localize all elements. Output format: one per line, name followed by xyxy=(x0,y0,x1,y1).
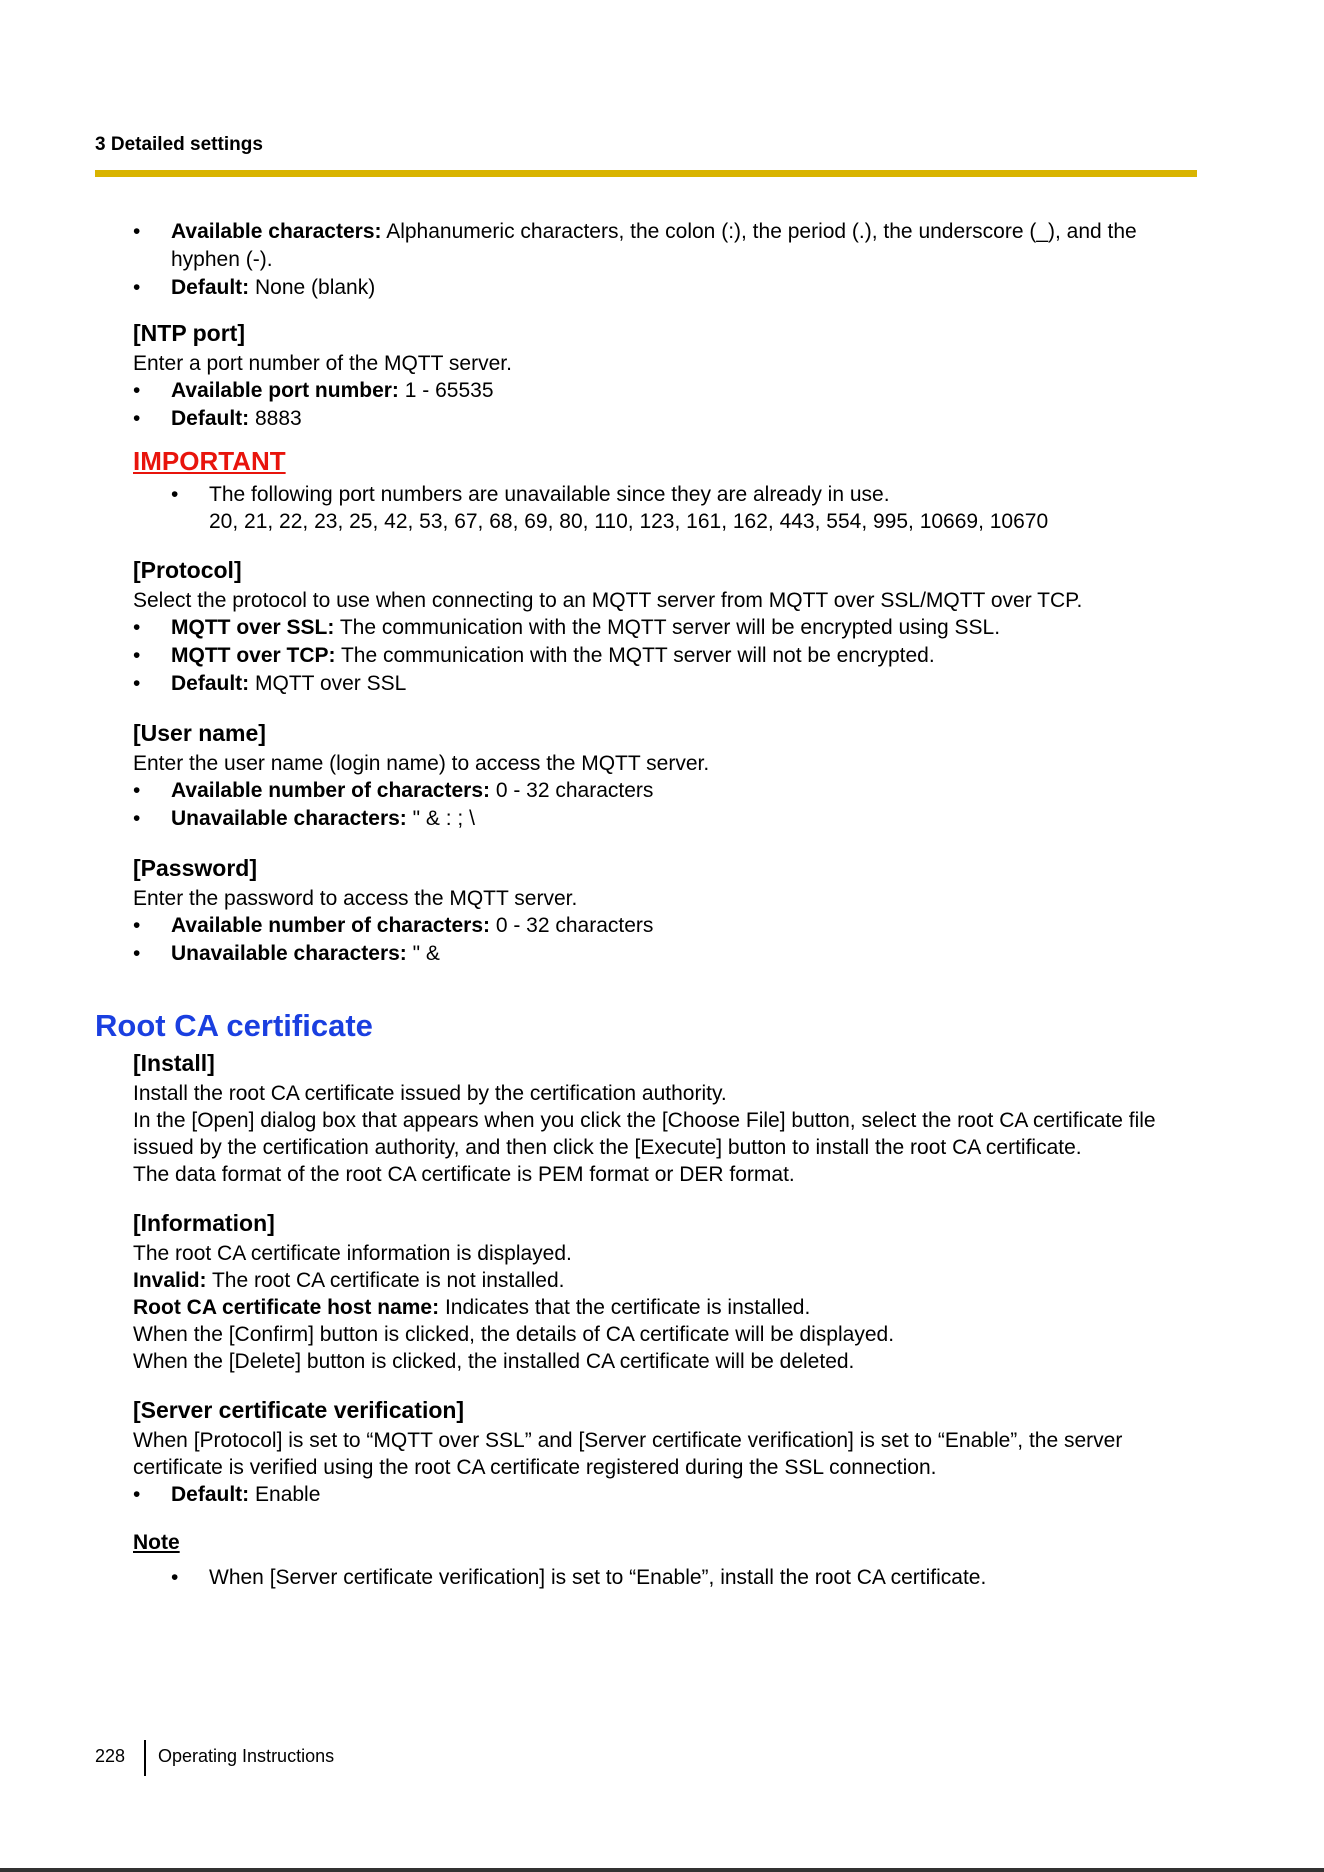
information-host: Root CA certificate host name: Indicates that the certificate is installed. xyxy=(133,1296,811,1319)
list-item: • Default: None (blank) xyxy=(133,276,376,299)
install-line: In the [Open] dialog box that appears when you click the [Choose File] button, select the root CA certificate file issued by the certification authority, and then click the [Execute] button to install the root CA certificate. xyxy=(133,1109,1156,1159)
protocol-heading: [Protocol] xyxy=(133,557,242,583)
page-header-section: 3 Detailed settings xyxy=(95,134,263,155)
list-item: • Unavailable characters: " & : ; \ xyxy=(133,807,475,830)
list-item: • Available number of characters: 0 - 32 characters xyxy=(133,779,654,802)
list-item: • Available number of characters: 0 - 32 characters xyxy=(133,914,654,937)
install-heading: [Install] xyxy=(133,1050,215,1076)
list-item: • Available port number: 1 - 65535 xyxy=(133,379,494,402)
ntp-port-heading: [NTP port] xyxy=(133,320,246,346)
footer-divider xyxy=(144,1740,146,1776)
important-title: IMPORTANT xyxy=(133,446,286,476)
list-item: • Default: 8883 xyxy=(133,407,302,430)
list-item: • Available characters: Alphanumeric characters, the colon (:), the period (.), the underscore (_), and the hyphen (-). xyxy=(133,220,1137,271)
header-rule xyxy=(95,170,1197,177)
information-line: The root CA certificate information is displayed. xyxy=(133,1242,572,1265)
note-title: Note xyxy=(133,1531,180,1554)
information-heading: [Information] xyxy=(133,1210,275,1236)
note-item: • When [Server certificate verification] is set to “Enable”, install the root CA certificate. xyxy=(171,1566,987,1589)
list-item: • Unavailable characters: " & xyxy=(133,942,440,965)
password-heading: [Password] xyxy=(133,855,257,881)
verification-desc: When [Protocol] is set to “MQTT over SSL” and [Server certificate verification] is set to “Enable”, the server certificate is verified using the root CA certificate registered during the SSL connection. xyxy=(133,1429,1123,1479)
information-invalid: Invalid: The root CA certificate is not installed. xyxy=(133,1269,565,1292)
list-item: • MQTT over TCP: The communication with the MQTT server will not be encrypted. xyxy=(133,644,935,667)
list-item: • Default: MQTT over SSL xyxy=(133,672,407,695)
list-item: • Default: Enable xyxy=(133,1483,321,1506)
install-line: The data format of the root CA certificate is PEM format or DER format. xyxy=(133,1163,795,1186)
verification-heading: [Server certificate verification] xyxy=(133,1397,465,1423)
protocol-desc: Select the protocol to use when connecting to an MQTT server from MQTT over SSL/MQTT over TCP. xyxy=(133,589,1083,612)
ntp-port-desc: Enter a port number of the MQTT server. xyxy=(133,352,512,375)
page-number: 228 xyxy=(95,1746,126,1766)
footer-doc-title: Operating Instructions xyxy=(158,1746,335,1766)
information-line: When the [Delete] button is clicked, the installed CA certificate will be deleted. xyxy=(133,1350,855,1373)
list-item: • MQTT over SSL: The communication with the MQTT server will be encrypted using SSL. xyxy=(133,616,1001,639)
root-ca-section-title: Root CA certificate xyxy=(95,1008,373,1043)
page-content xyxy=(95,218,1205,1591)
important-item: • The following port numbers are unavailable since they are already in use. 20, 21, 22, 23, 25, 42, 53, 67, 68, 69, 80, 110, 123, 161, 162, 443, 554, 995, 10669, 10670 xyxy=(171,483,1049,533)
password-desc: Enter the password to access the MQTT server. xyxy=(133,887,578,910)
install-line: Install the root CA certificate issued by the certification authority. xyxy=(133,1082,727,1105)
user-name-desc: Enter the user name (login name) to access the MQTT server. xyxy=(133,752,710,775)
bottom-edge-line xyxy=(0,1868,1324,1872)
user-name-heading: [User name] xyxy=(133,720,266,746)
information-line: When the [Confirm] button is clicked, the details of CA certificate will be displayed. xyxy=(133,1323,895,1346)
